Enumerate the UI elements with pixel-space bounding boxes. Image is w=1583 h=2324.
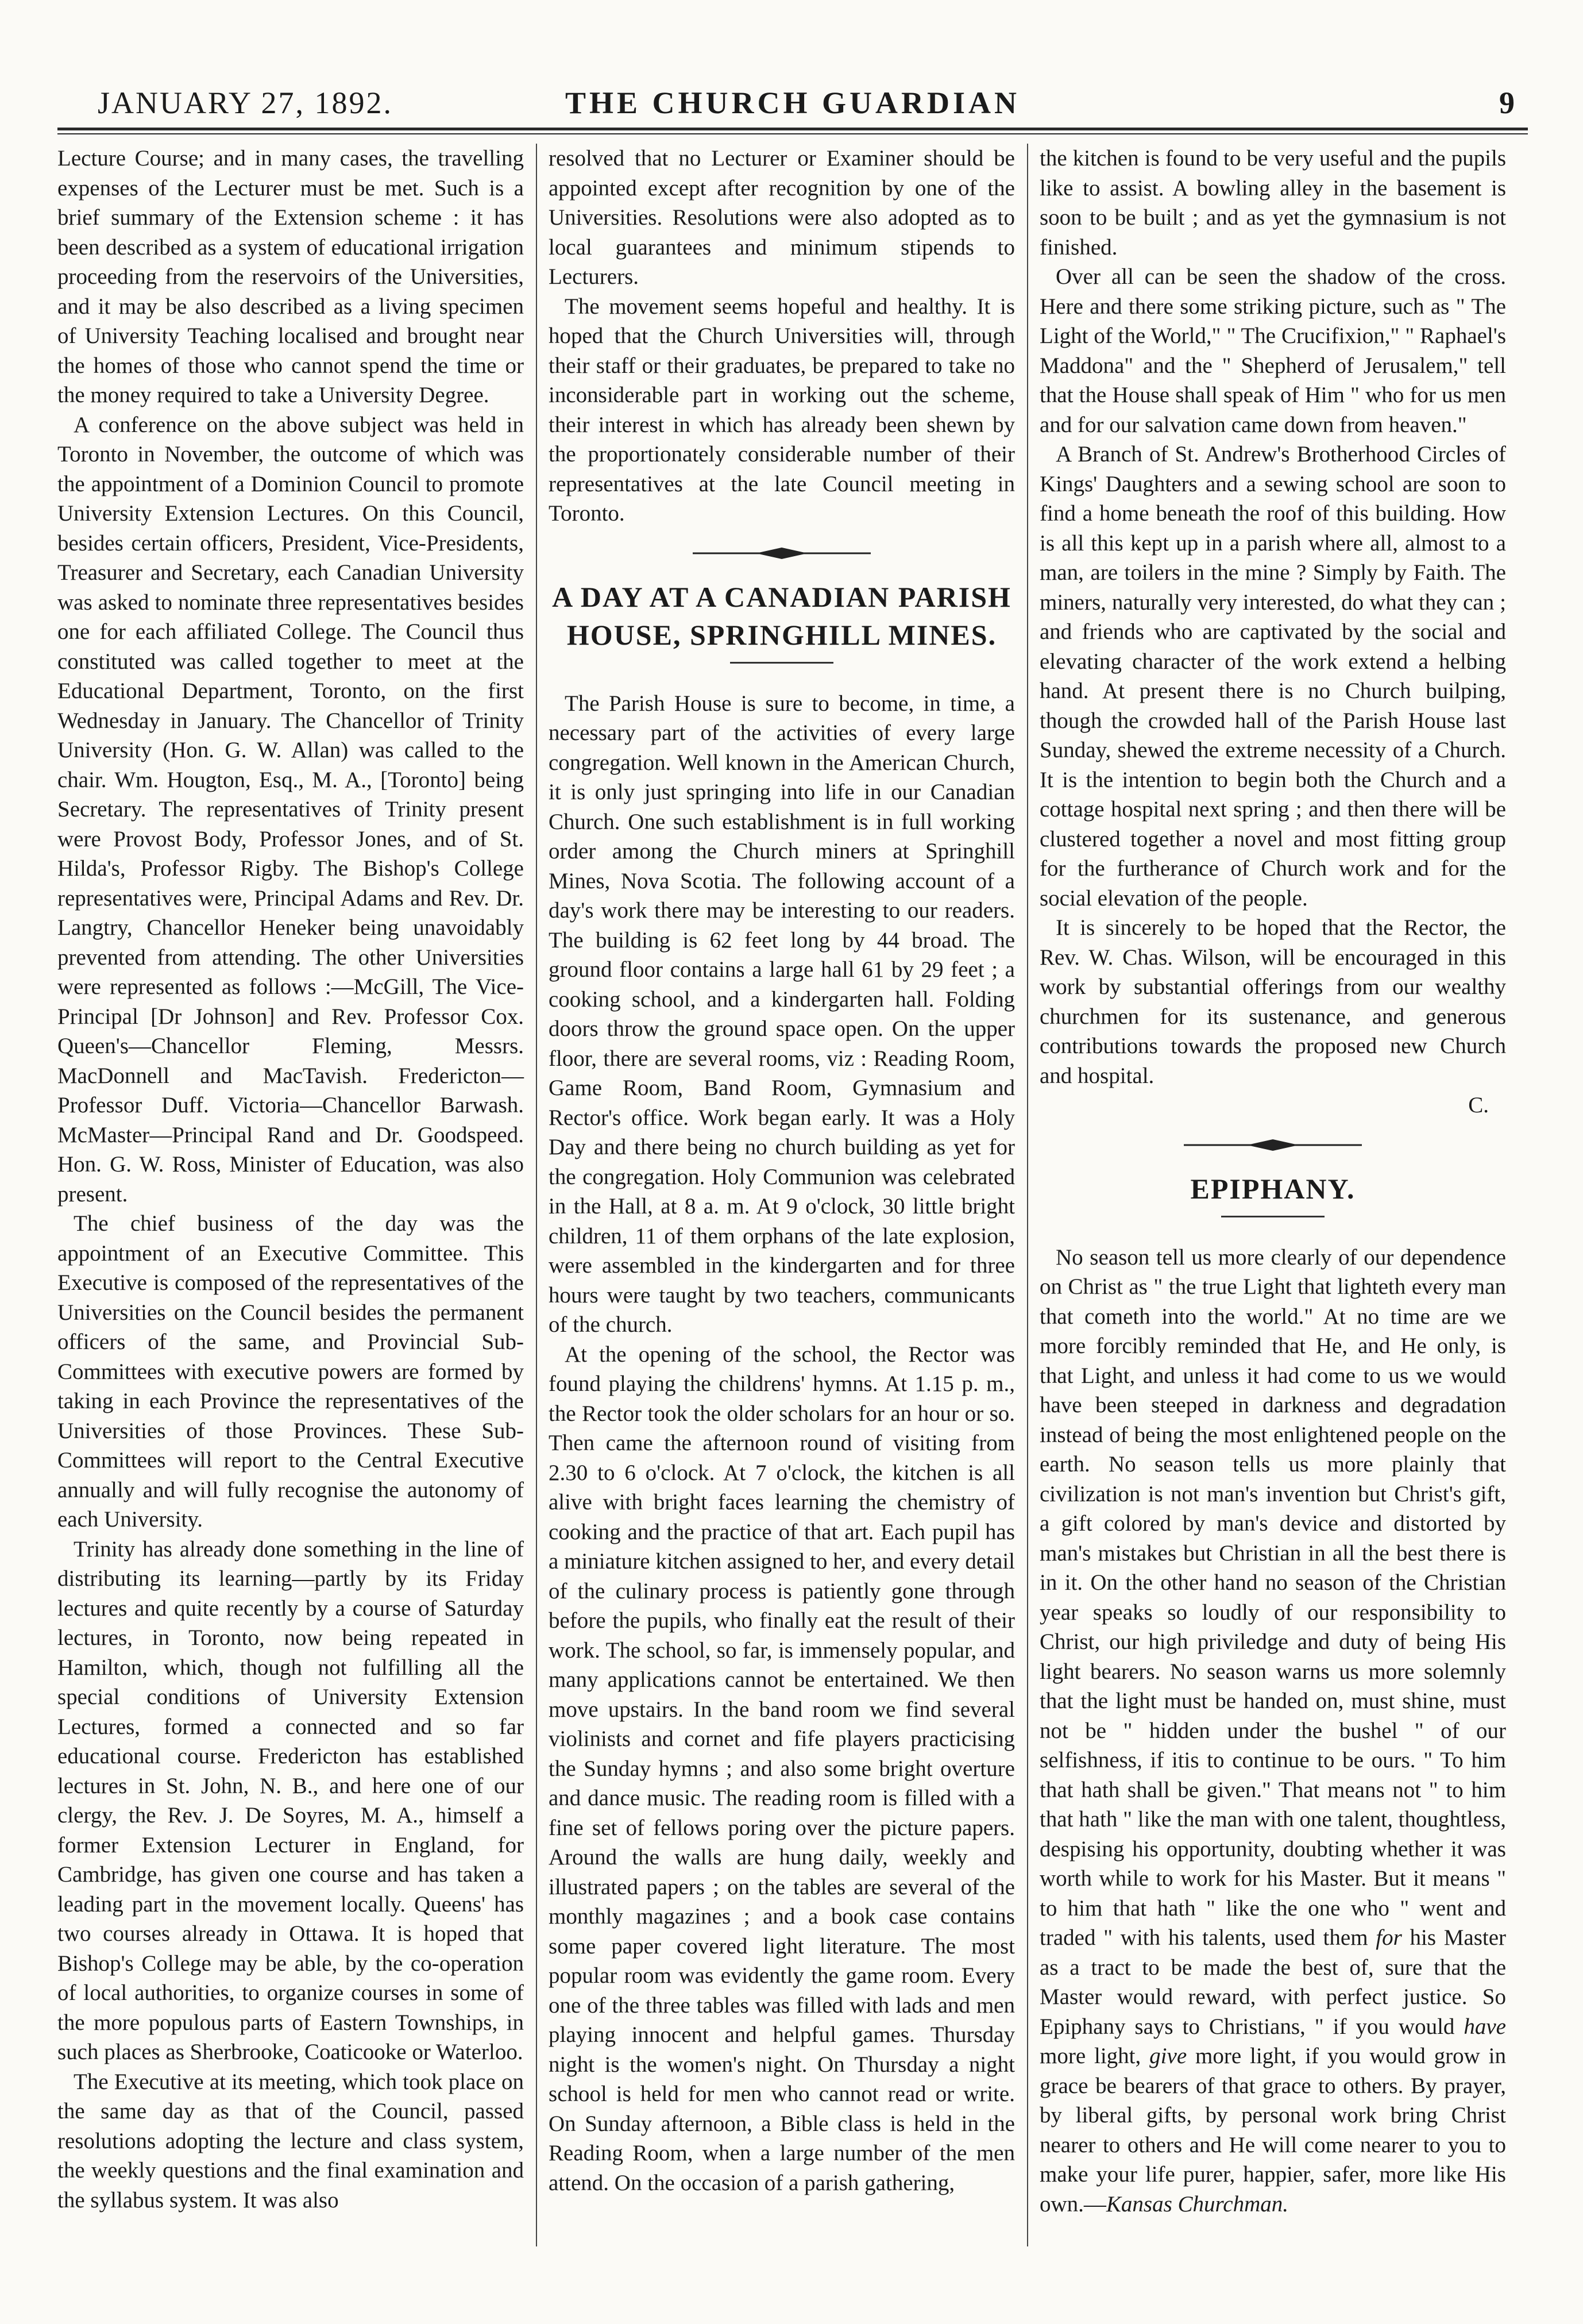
ornamental-rule-icon [1178,1138,1368,1153]
paragraph [1040,1243,1506,2219]
heading-rule [730,662,833,664]
epiphany-text: No season tell us more clearly of our dependence on Christ as " the true Light that lighteth every man that cometh into the world." At no time are we more forcibly reminded that He, and He only, is that Light, and unless it had come to us we would have been steeped in darkness and degradation instead of being the most enlightened people on the earth. No season tells us more plainly that civilization is not man's invention but Christ's gift, a gift colored by man's device and distorted by man's mistakes but Christian in all the best there is in it. On the other hand no season of the Christian year speaks so loudly of our responsibility to Christ, our high priviledge and duty of being His light bearers. No season warns us more solemnly that the light must be handed on, must shine, must not be " hidden under the bushel " of our selfishness, if itis to continue to be ours. " To him that hath shall be given." That means not " to him that hath " like the man with one talent, thoughtless, despising his opportunity, doubting whether it was worth while to work for his Master. But it means " to him that hath " like the one who " went and traded " with his talents, used them [1040,1244,1507,1950]
epiphany-italic-give: give [1149,2044,1187,2068]
author-signature: C. [1468,1093,1489,1117]
paragraph: A Branch of St. Andrew's Brotherhood Circles of Kings' Daughters and a sewing school are soon to find a home beneath the roof of this building. How is all this kept up in a parish where all, almost to a man, are toilers in the mine ? Simply by Faith. The miners, naturally very interested, do what they can ; and friends who are captivated by the social and elevating character of the work extend a helbing hand. At present there is no Church builping, though the crowded hall of the Parish House last Sunday, shewed the extreme necessity of a Church. It is the intention to begin both the Church and a cottage hospital next spring ; and then there will be clustered together a novel and most fitting group for the furtherance of Church work and for the social elevation of the people. [1040,442,1506,911]
epiphany-text: his Master as a tract to be made the best of, sure that the Master would reward, with perfect justice. So Epiphany says to Christians, " if you would [1040,1925,1507,2039]
epiphany-source: Kansas Churchman. [1106,2191,1289,2217]
paragraph: The chief business of the day was the appointment of an Executive Committee. This Executive is composed of the representatives of the Universities on the Council besides the permanent officers of the same, and Provincial Sub-Committees with executive powers are formed by taking in each Province the representatives of the Universities of those Provinces. These Sub-Committees will report to the Central Executive annually and will fully recognise the autonomy of each University. [57,1211,524,1532]
epiphany-text: more light, if you would grow in grace be bearers of that grace to others. By prayer, by liberal gifts, by personal work bring Christ nearer to others and He will come nearer to you to make your life purer, happier, safer, more like His own.— [1040,2044,1507,2217]
heading-rule [1221,1216,1325,1217]
paragraph: The Executive at its meeting, which took place on the same day as that of the Council, passed resolutions adopting the lecture and class system, the weekly questions and the final examination and the syllabus system. It was also [57,2069,524,2213]
column-divider [536,144,537,2246]
paragraph: A conference on the above subject was held in Toronto in November, the outcome of which was the appointment of a Dominion Council to promote University Extension Lectures. On this Council, besides certain officers, President, Vice-Presidents, Treasurer and Secretary, each Canadian University was asked to nominate three representatives besides one for each affiliated College. The Council thus constituted was called together to meet at the Educational Department, Toronto, on the first Wednesday in January. The Chancellor of Trinity University (Hon. G. W. Allan) was called to the chair. Wm. Hougton, Esq., M. A., [Toronto] being Secretary. The representatives of Trinity present were Provost Body, Professor Jones, and of St. Hilda's, Professor Rigby. The Bishop's College representatives were, Principal Adams and Rev. Dr. Langtry, Chancellor Heneker being unavoidably prevented from attending. The other Universities were represented as follows :—McGill, The Vice-Principal [Dr Johnson] and Rev. Professor Cox. Queen's—Chancellor Fleming, Messrs. MacDonnell and MacTavish. Fredericton—Professor Duff. Victoria—Chancellor Barwash. McMaster—Principal Rand and Dr. Goodspeed. Hon. G. W. Ross, Minister of Education, was also present. [57,412,524,1207]
paragraph: Trinity has already done something in the line of distributing its learning—partly by its Friday lectures and quite recently by a course of Saturday lectures, in Toronto, now being repeated in Hamilton, which, though not fulfilling all the special conditions of University Extension Lectures, formed a connected and so far educational course. Fredericton has established lectures in St. John, N. B., and here one of our clergy, the Rev. J. De Soyres, M. A., himself a former Extension Lecturer in England, for Cambridge, has given one course and has taken a leading part in the movement locally. Queens' has two courses already in Ottawa. It is hoped that Bishop's College may be able, by the co-operation of local authorities, to organize courses in some of the more populous parts of Eastern Townships, in such places as Sherbrooke, Coaticooke or Waterloo. [57,1536,524,2064]
paragraph: The Parish House is sure to become, in time, a necessary part of the activities of every large congregation. Well known in the American Church, it is only just springing into life in our Canadian Church. One such establishment is in full working order among the Church miners at Springhill Mines, Nova Scotia. The following account of a day's work there may be interesting to our readers. The building is 62 feet long by 44 broad. The ground floor contains a large hall 61 by 29 feet ; a cooking school, and a kindergarten hall. Folding doors throw the ground space open. On the upper floor, there are several rooms, viz : Reading Room, Game Room, Band Room, Gymnasium and Rector's office. Work began early. It was a Holy Day and there being no church building as yet for the congregation. Holy Communion was celebrated in the Hall, at 8 a. m. At 9 o'clock, 30 little bright children, 11 of them orphans of the late explosion, were assembled in the kindergarten and for three hours were taught by two teachers, communicants of the church. [549,691,1015,1337]
issue-date: JANUARY 27, 1892. [98,86,393,120]
column-2 [549,144,1015,2198]
paragraph: At the opening of the school, the Rector was found playing the childrens' hymns. At 1.15 p. m., the Rector took the older scholars for an hour or so. Then came the afternoon round of visiting from 2.30 to 6 o'clock. At 7 o'clock, the kitchen is all alive with bright faces learning the chemistry of cooking and the practice of that art. Each pupil has a miniature kitchen assigned to her, and every detail of the culinary process is patiently gone through before the pupils, who finally eat the result of their work. The school, so far, is immensely popular, and many applications cannot be entertained. We then move upstairs. In the band room we find several violinists and cornet and fife players practicising the Sunday hymns ; and also some bright overture and dance music. The reading room is filled with a fine set of fellows poring over the picture papers. Around the walls are hung daily, weekly and illustrated papers ; on the tables are several of the monthly magazines ; and a book case contains some paper covered light literature. The most popular room was evidently the game room. Every one of the three tables was filled with lads and men playing innocent and helpful games. Thursday night is the women's night. On Thursday a night school is held for men who cannot read or write. On Sunday afternoon, a Bible class is held in the Reading Room, when a large number of the men attend. On the occasion of a parish gathering, [549,1342,1015,2195]
epiphany-italic-have: have [1464,2014,1506,2039]
article-heading-epiphany: EPIPHANY. [1190,1172,1356,1205]
article-heading-parish-house: A DAY AT A CANADIAN PARISH HOUSE, SPRINGHILL MINES. [552,580,1011,651]
paragraph: Lecture Course; and in many cases, the travelling expenses of the Lecturer must be met. Such is a brief summary of the Extension scheme : it has been described as a system of educational irrigation proceeding from the reservoirs of the Universities, and it may be also described as a living specimen of University Teaching localised and brought near the homes of those who cannot spend the time or the money required to take a University Degree. [57,146,524,407]
paragraph: The movement seems hopeful and healthy. It is hoped that the Church Universities will, through their staff or their graduates, be prepared to take no inconsiderable part in working out the scheme, their interest in which has already been shewn by the proportionately considerable number of their representatives at the late Council meeting in Toronto. [549,294,1015,526]
epiphany-italic-for: for [1376,1925,1402,1950]
page-number: 9 [1499,86,1516,120]
masthead-rule-thin [57,133,1528,134]
column-3 [1040,144,1506,2219]
epiphany-text: more light, [1040,2044,1141,2068]
masthead-rule [57,128,1528,130]
paragraph: the kitchen is found to be very useful and the pupils like to assist. A bowling alley in the basement is soon to be built ; and as yet the gymnasium is not finished. [1040,146,1506,260]
paragraph: resolved that no Lecturer or Examiner should be appointed except after recognition by one of the Universities. Resolutions were also adopted as to local guarantees and minimum stipends to Lecturers. [549,146,1015,289]
masthead [57,80,1528,126]
paragraph: It is sincerely to be hoped that the Rector, the Rev. W. Chas. Wilson, will be encouraged in this work by substantial offerings from our wealthy churchmen for its sustenance, and generous contributions towards the proposed new Church and hospital. [1040,915,1506,1088]
paragraph: Over all can be seen the shadow of the cross. Here and there some striking picture, such as " The Light of the World," " The Crucifixion," " Raphael's Maddona" and the " Shepherd of Jerusalem," tell that the House shall speak of Him " who for us men and for our salvation came down from heaven." [1040,264,1506,437]
column-divider [1027,144,1028,2246]
ornamental-rule-icon [687,546,877,561]
newspaper-title: THE CHURCH GUARDIAN [565,86,1021,120]
column-1 [57,144,524,2215]
